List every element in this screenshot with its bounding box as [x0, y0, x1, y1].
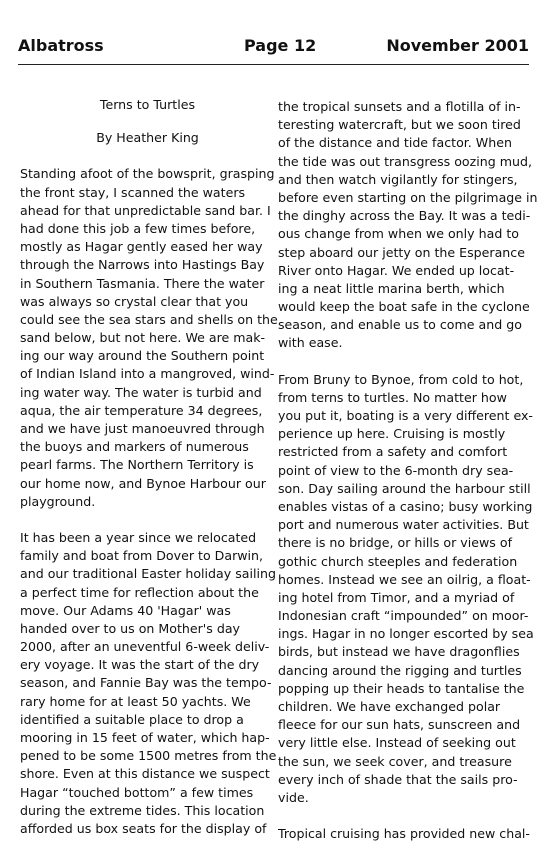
- issue-date: November 2001: [386, 36, 529, 55]
- text-line: every inch of shade that the sails pro-: [278, 771, 518, 787]
- text-line: point of view to the 6-month dry sea-: [278, 462, 514, 478]
- text-line: rary home for at least 50 yachts. We: [20, 693, 251, 709]
- text-line: restricted from a safety and comfort: [278, 444, 508, 460]
- left-paragraph: [20, 529, 277, 838]
- text-line: the front stay, I scanned the waters: [20, 184, 246, 200]
- text-line: shore. Even at this distance we suspect: [20, 766, 270, 782]
- left-column-body: [20, 165, 278, 838]
- text-line: birds, but instead we have dragonflies: [278, 644, 520, 660]
- text-line: son. Day sailing around the harbour still: [278, 480, 531, 496]
- text-line: popping up their heads to tantalise the: [278, 680, 525, 696]
- right-paragraph: [278, 371, 534, 808]
- text-line: River onto Hagar. We ended up locat-: [278, 262, 515, 278]
- text-line: the sun, we seek cover, and treasure: [278, 753, 512, 769]
- text-line: ing a neat little marina berth, which: [278, 280, 505, 296]
- text-line: a perfect time for reflection about the: [20, 584, 259, 600]
- left-column: [20, 96, 278, 838]
- text-line: identified a suitable place to drop a: [20, 711, 244, 727]
- text-line: of Indian Island into a mangroved, wind-: [20, 366, 275, 382]
- text-line: port and numerous water activities. But: [278, 517, 529, 533]
- header-rule: [18, 64, 529, 65]
- text-line: From Bruny to Bynoe, from cold to hot,: [278, 371, 524, 387]
- text-line: Tropical cruising has provided new chal-: [278, 826, 530, 842]
- text-line: handed over to us on Mother's day: [20, 620, 240, 636]
- text-line: gothic church steeples and federation: [278, 553, 518, 569]
- newsletter-title: Albatross: [18, 36, 104, 55]
- text-line: playground.: [20, 493, 96, 509]
- text-line: pearl farms. The Northern Territory is: [20, 457, 254, 473]
- text-line: season, and Fannie Bay was the tempo-: [20, 675, 272, 691]
- text-line: the tide was out transgress oozing mud,: [278, 153, 532, 169]
- text-line: aqua, the air temperature 34 degrees,: [20, 402, 263, 418]
- text-line: our home now, and Bynoe Harbour our: [20, 475, 266, 491]
- text-line: could see the sea stars and shells on the: [20, 311, 278, 327]
- text-line: move. Our Adams 40 'Hagar' was: [20, 602, 231, 618]
- text-line: dancing around the rigging and turtles: [278, 662, 522, 678]
- text-line: pened to be some 1500 metres from the: [20, 748, 277, 764]
- text-line: 2000, after an uneventful 6-week deliv-: [20, 639, 270, 655]
- text-line: very little else. Instead of seeking out: [278, 735, 516, 751]
- text-line: the dinghy across the Bay. It was a tedi-: [278, 208, 531, 224]
- text-line: perience up here. Cruising is mostly: [278, 426, 506, 442]
- text-line: sand below, but not here. We are mak-: [20, 330, 266, 346]
- text-line: would keep the boat safe in the cyclone: [278, 299, 530, 315]
- text-line: children. We have exchanged polar: [278, 699, 501, 714]
- text-line: and we have just manoeuvred through: [20, 421, 265, 437]
- text-line: ing water way. The water is turbid and: [20, 384, 262, 400]
- text-line: ous change from when we only had to: [278, 226, 519, 242]
- text-line: teresting watercraft, but we soon tired: [278, 117, 521, 133]
- right-column: [278, 98, 538, 843]
- text-line: fleece for our sun hats, sunscreen and: [278, 717, 521, 733]
- text-line: with ease.: [278, 335, 343, 351]
- page-number: Page 12: [244, 36, 317, 55]
- text-line: ings. Hagar in no longer escorted by sea: [278, 626, 534, 642]
- text-line: had done this job a few times before,: [20, 220, 256, 236]
- text-line: there is no bridge, or hills or views of: [278, 535, 513, 551]
- text-line: from terns to turtles. No matter how: [278, 389, 507, 405]
- text-line: through the Narrows into Hastings Bay: [20, 257, 265, 273]
- text-line: you put it, boating is a very different ex-: [278, 408, 533, 423]
- text-line: ahead for that unpredictable sand bar. I: [20, 202, 271, 218]
- right-column-body: [278, 98, 538, 843]
- text-line: Indonesian craft “impounded” on moor-: [278, 608, 529, 624]
- text-line: before even starting on the pilgrimage in: [278, 189, 538, 205]
- text-line: vide.: [278, 789, 309, 805]
- paragraph-gap: [278, 807, 528, 825]
- text-line: Hagar “touched bottom” a few times: [20, 784, 254, 800]
- paragraph-gap: [20, 511, 265, 529]
- paragraph-gap: [278, 353, 528, 371]
- text-line: during the extreme tides. This location: [20, 802, 265, 818]
- text-line: It has been a year since we relocated: [20, 529, 257, 545]
- page-header: [18, 36, 529, 60]
- text-line: in Southern Tasmania. There the water: [20, 275, 265, 291]
- right-paragraph: [278, 98, 538, 353]
- text-line: and then watch vigilantly for stingers,: [278, 171, 518, 187]
- text-line: was always so crystal clear that you: [20, 293, 249, 309]
- text-line: mooring in 15 feet of water, which hap-: [20, 730, 270, 746]
- article-title: Terns to Turtles: [99, 97, 196, 112]
- text-line: afforded us box seats for the display of: [20, 820, 267, 836]
- text-line: of the distance and tide factor. When: [278, 135, 512, 151]
- right-paragraph: [278, 825, 528, 843]
- text-line: season, and enable us to come and go: [278, 317, 522, 333]
- text-line: the buoys and markers of numerous: [20, 439, 249, 455]
- text-line: homes. Instead we see an oilrig, a float-: [278, 571, 531, 587]
- text-line: ing hotel from Timor, and a myriad of: [278, 589, 515, 605]
- article-byline: By Heather King: [96, 130, 199, 146]
- text-line: family and boat from Dover to Darwin,: [20, 548, 264, 564]
- text-line: and our traditional Easter holiday sailing: [20, 566, 276, 582]
- text-line: ery voyage. It was the start of the dry: [20, 657, 260, 673]
- text-line: enables vistas of a casino; busy working: [278, 498, 533, 514]
- text-line: step aboard our jetty on the Esperance: [278, 244, 525, 260]
- text-line: mostly as Hagar gently eased her way: [20, 239, 263, 255]
- left-paragraph: [20, 165, 278, 511]
- text-line: ing our way around the Southern point: [20, 348, 265, 364]
- text-line: Standing afoot of the bowsprit, grasping: [20, 166, 275, 182]
- text-line: the tropical sunsets and a flotilla of in-: [278, 99, 521, 114]
